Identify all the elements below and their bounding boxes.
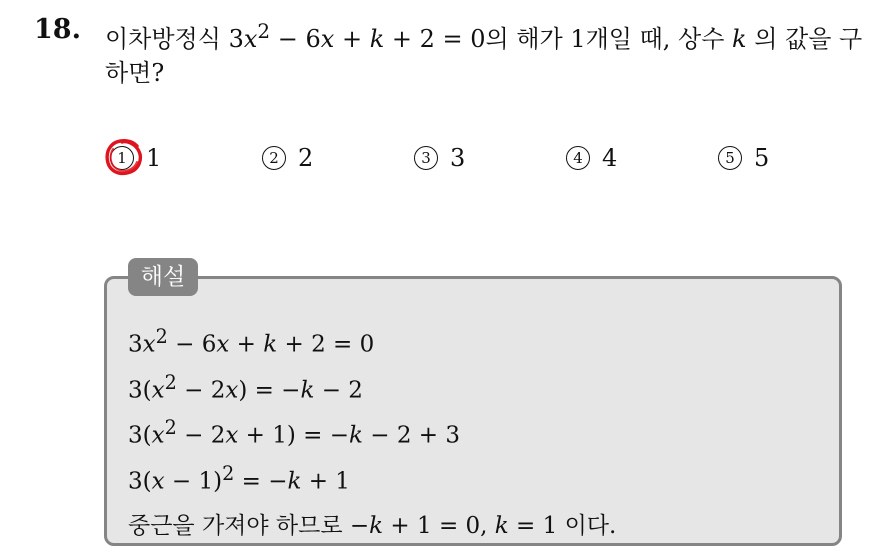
choice-5-value: 5	[754, 144, 770, 172]
solution-step-2: $3(x^2 - 2x) = -k - 2$	[128, 370, 363, 404]
choice-2-marker: 2	[262, 146, 286, 170]
solution-step-4: $3(x - 1)^2 = -k + 1$	[128, 461, 350, 495]
selected-answer-mark-icon	[104, 137, 144, 177]
solution-step-3: $3(x^2 - 2x + 1) = -k - 2 + 3$	[128, 416, 460, 449]
choice-5-marker: 5	[718, 146, 742, 170]
solution-steps	[128, 318, 616, 545]
choice-3-value: 3	[450, 144, 466, 172]
choice-1-value: 1	[146, 144, 162, 172]
question-text-after-2: 의 값을 구하면?	[105, 25, 863, 87]
choice-2-value: 2	[298, 144, 314, 172]
solution-label: 해설	[128, 258, 198, 296]
question-variable: k	[732, 25, 747, 53]
question-number: 18.	[34, 14, 81, 45]
question-text-after-1: 의 해가 1개일 때, 상수	[485, 25, 733, 53]
choice-1-marker: 1	[110, 146, 134, 170]
choice-3-marker: 3	[414, 146, 438, 170]
choice-4[interactable]	[566, 140, 617, 176]
question-text	[105, 14, 875, 90]
choice-3[interactable]	[414, 140, 465, 176]
choice-4-marker: 4	[566, 146, 590, 170]
choice-5[interactable]	[718, 140, 769, 176]
solution-step-1: $3x^2 - 6x + k + 2 = 0$	[128, 325, 375, 358]
solution-conclusion: 중근을 가져야 하므로 −k + 1 = 0, k = 1 이다.	[128, 512, 617, 539]
question-equation: $3x^2 - 6x + k + 2 = 0$	[228, 19, 486, 53]
question-text-before: 이차방정식	[105, 25, 229, 53]
choice-2[interactable]	[262, 140, 313, 176]
choice-4-value: 4	[602, 144, 618, 172]
